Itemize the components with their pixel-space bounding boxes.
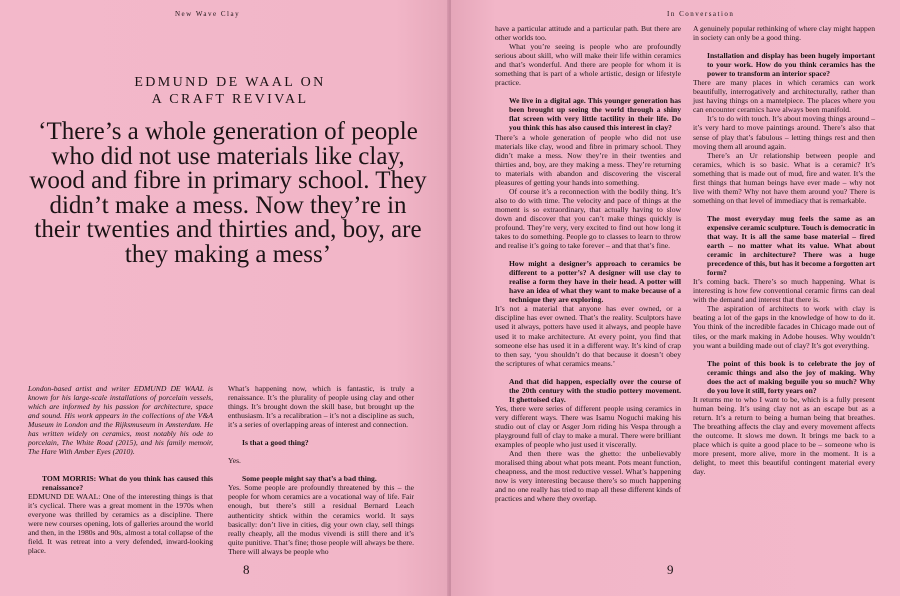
question: And that did happen, especially over the course of the 20th century with the studio pottery movement. It ghettoised clay. [509, 376, 681, 404]
answer: It’s to do with touch. It’s about moving things around – it’s very hard to move paintings around. There’s also that sense of play that’s fabulous – letting things rest and then moving them all around again. [693, 114, 875, 151]
question: The point of this book is to celebrate the joy of ceramic things and also the joy of making. Why does the act of making beguile you so much? Why do you love it still, forty years on? [707, 358, 875, 395]
headline-line: A CRAFT REVIVAL [151, 92, 309, 107]
running-head: In Conversation [667, 10, 735, 18]
answer: There’s an Ur relationship between people and ceramics, which is so basic. What is a ceramic? It’s something that is made out of mud, fire and water. It’s the first things that human beings have ever made – why not live with them? Why not have them around you? There is something on that level of immediacy that is remarkable. [693, 150, 875, 205]
question: Is that a good thing? [242, 438, 309, 448]
question: The most everyday mug feels the same as an expensive ceramic sculpture. Touch is democratic in that way. It is all the same base material – fired earth – no matter what its value. What about ceramic in architecture? There was a huge precedence of this, but has it become a forgotten art form? [707, 213, 875, 278]
answer: And then there was the ghetto: the unbelievably moralised thing about what pots meant. Pots meant function, cheapness, and the most reductive vessel. What’s happening now is very interesting because there’s so much happening and no one really has tried to map all these different kinds of practices and where they overlap. [495, 449, 681, 504]
left-column-body [495, 24, 681, 503]
answer: have a particular attitude and a particular path. But there are other worlds too. [495, 24, 681, 43]
question: How might a designer’s approach to ceramics be different to a potter’s? A designer will use clay to realise a form they have in their head. A potter will have an idea of what they want to make because of a technique they are exploring. [509, 259, 681, 305]
answer: It’s coming back. There’s so much happening. What is interesting is how few conventional ceramic firms can deal with the demand and interest that there is. [693, 277, 875, 305]
intro-paragraph: London-based artist and writer EDMUND DE WAAL is known for his large-scale installations of porcelain vessels, which are informed by his passion for architecture, space and sound. His work appears in the collections of the V&A Museum in London and the Rijksmuseum in Amsterdam. He has written widely on ceramics, most notably his ode to porcelain, The White Road (2015), and his family memoir, The Hare With Amber Eyes (2010). [28, 384, 213, 457]
answer: There are many places in which ceramics can work beautifully, interrogatively and architecturally, rather than just having things on a mantelpiece. The places where you can encounter ceramics have always been manifold. [693, 78, 875, 115]
answer: What you’re seeing is people who are profoundly serious about skill, who will make their life within ceramics and that’s wonderful. And there are people for whom it is something that is part of a whole artistic, design or lifestyle practice. [495, 42, 681, 88]
question: We live in a digital age. This younger generation has been brought up seeing the world through a shiny flat screen with very little tactility in their life. Do you think this has also caused this interest in clay? [509, 96, 681, 133]
article-headline [60, 74, 400, 108]
page-number: 9 [667, 562, 674, 577]
page-number: 8 [243, 562, 250, 577]
left-column-body [28, 474, 213, 555]
right-column-body [228, 384, 414, 556]
answer: There’s a whole generation of people who did not use materials like clay, wood and fibre in primary school. They didn’t make a mess. Now they’re in their twenties and thirties and, boy, are they making a mess. They’re returning to materials with abandon and discovering the visceral pleasures of getting your hands into something. [495, 132, 681, 187]
answer: A genuinely popular rethinking of where clay might happen in society can only be a good thing. [693, 24, 875, 43]
running-head: New Wave Clay [175, 10, 241, 18]
answer: EDMUND DE WAAL: One of the interesting things is that it’s cyclical. There was a great moment in the 1970s when everyone was thrilled by ceramics as a discipline. There were new courses opening, lots of galleries around the world and then, in the 1980s and 90s, almost a total collapse of the field. It was retreat into a very defended, inward-looking place. [28, 492, 213, 556]
answer: Yes, there were series of different people using ceramics in very different ways. There was Isamu Noguchi making his studio out of clay or Asger Jorn riding his Vespa through a playground full of clay to make a mural. There were brilliant examples of people who just used it viscerally. [495, 403, 681, 450]
answer: Yes. Some people are profoundly threatened by this – the people for whom ceramics are a vocational way of life. Fair enough, but there’s still a residual Bernard Leach authenticity shtick within the ceramics world. It says basically: don’t live in cities, dig your own clay, sell things really cheaply, all the modus vivendi is still there and it’s quite punitive. That’s fine; those people will always be there. There will always be people who [228, 483, 414, 556]
answer: It returns me to who I want to be, which is a fully present human being. It’s using clay not as an escape but as a return. It’s a return to being a human being that breathes. The breathing affects the clay and every movement affects the outcome. It slows me down. It brings me back to a place which is quite a good place to be – someone who is more present, more alive, more in the moment. It is a delight, to meet this beautiful contingent material every day. [693, 394, 875, 477]
answer: Yes. [228, 456, 241, 466]
question: TOM MORRIS: What do you think has caused this renaissance? [42, 474, 213, 493]
pull-quote: ‘There’s a whole generation of people who did not use materials like clay, wood and fibre in primary school. They didn’t make a mess. Now they’re in their twenties and thirties and, boy, are they making a mess’ [29, 118, 427, 268]
right-page [451, 0, 900, 596]
left-page [0, 0, 449, 596]
headline-line: EDMUND DE WAAL ON [134, 75, 326, 90]
answer: Of course it’s a reconnection with the bodily thing. It’s also to do with time. The velocity and pace of things at the moment is so extraordinary, that actually having to slow down and discover that you can’t make things quickly is profound. They’re very, very excited to find out how long it takes to do something. People go to classes to learn to throw and realise it’s going to take forever – and that that’s fine. [495, 186, 681, 251]
question: Installation and display has been hugely important to your work. How do you think ceramics has the power to transform an interior space? [707, 51, 875, 79]
answer: What’s happening now, which is fantastic, is truly a renaissance. It’s the plurality of people using clay and other things. It’s brought down the skill base, but brought up the enthusiasm. It’s a recalibration – it’s not a discipline as such, it’s a series of overlapping areas of interest and connection. [228, 384, 414, 430]
question: Some people might say that’s a bad thing. [242, 474, 377, 484]
answer: The aspiration of architects to work with clay is beating a lot of the gaps in the knowledge of how to do it. You think of the incredible facades in Chicago made out of tiles, or the mark making in Adobe houses. Why wouldn’t you want a building made out of clay? It’s got everything. [693, 304, 875, 350]
answer: It’s not a material that anyone has ever owned, or a discipline has ever owned. That’s the reality. Sculptors have used it always, potters have used it always, and people have used it to make architecture. At every point, you find that someone else has used it in a different way. It’s kind of crap to then say, ‘you shouldn’t do that because it doesn’t obey the scriptures of what ceramics means.’ [495, 304, 681, 368]
right-column-body [693, 24, 875, 476]
